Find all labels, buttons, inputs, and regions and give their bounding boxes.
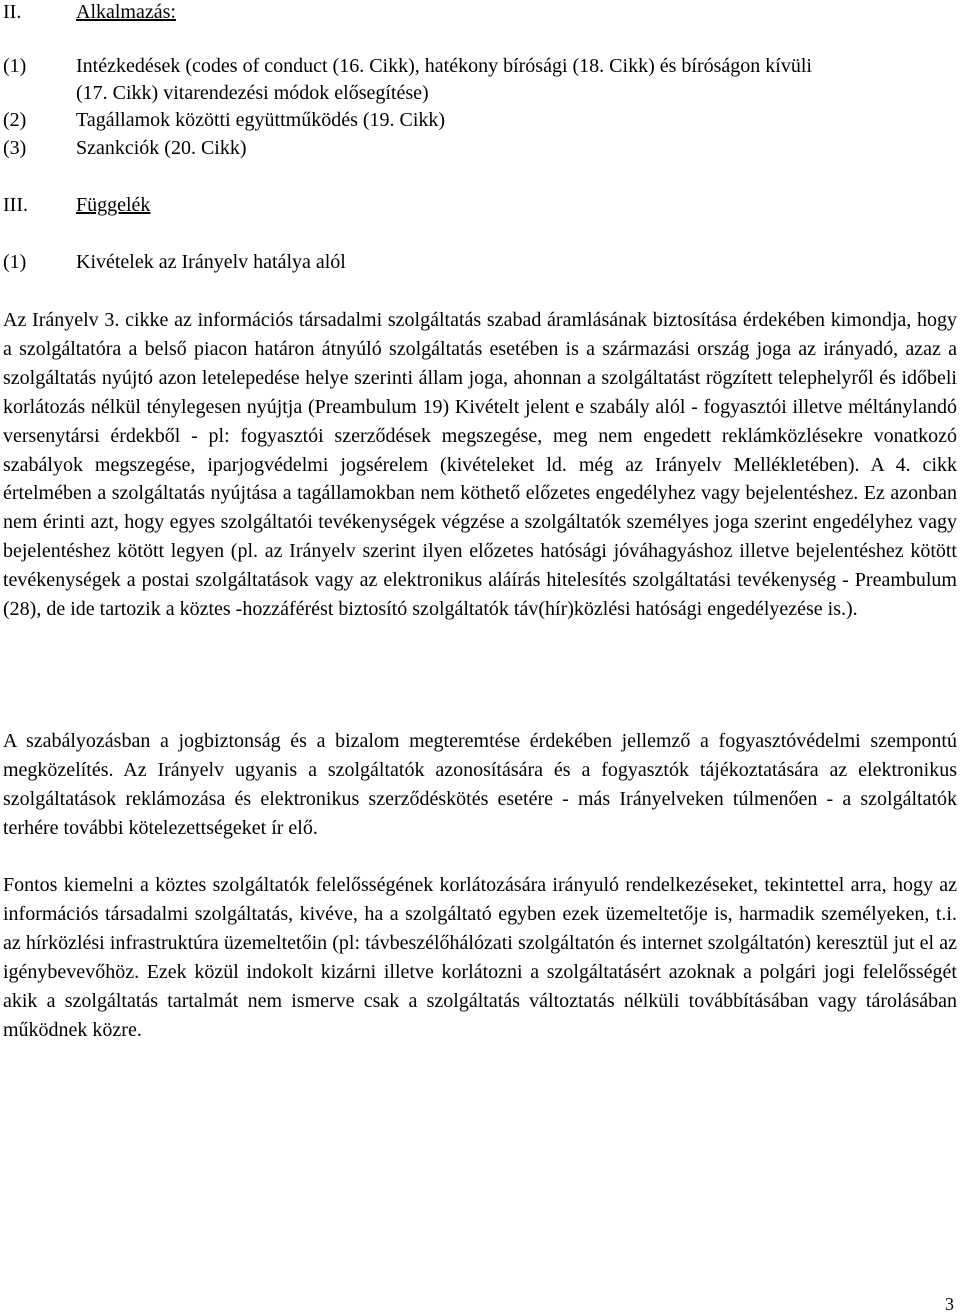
list-item-number: (1)	[3, 251, 27, 273]
section-iii-title: Függelék	[76, 194, 151, 216]
list-item-text-continued: (17. Cikk) vitarendezési módok elősegítése)	[76, 82, 429, 104]
body-paragraph: Az Irányelv 3. cikke az információs társadalmi szolgáltatás szabad áramlásának biztosítása érdekében kimondja, hogy a szolgáltatóra a belső piacon határon átnyúló szolgáltatás esetében is a származási ország joga az irányadó, azaz a szolgáltatás nyújtó azon letelepedése helye szerinti állam joga, ahonnan a szolgáltatást rögzített telephelyről és időbeli korlátozás nélkül ténylegesen nyújtja (Preambulum 19) Kivételt jelent e szabály alól - fogyasztói illetve méltánylandó versenytársi érdekből - pl: fogyasztói szerződések megszegése, meg nem engedett reklámközlésekre vonatkozó szabályok megszegése, iparjogvédelmi jogsérelem (kivételeket ld. még az Irányelv Mellékletében). A 4. cikk értelmében a szolgáltatás nyújtása a tagállamokban nem köthető előzetes engedélyhez vagy bejelentéshez. Ez azonban nem érinti azt, hogy egyes szolgáltatói tevékenységek végzése a szolgáltatók személyes joga szerint engedélyhez vagy bejelentéshez kötött legyen (pl. az Irányelv szerint ilyen előzetes hatósági jóváhagyáshoz illetve bejelentéshez kötött tevékenységek a postai szolgáltatások vagy az elektronikus aláírás hitelesítés szolgáltatási tevékenység - Preambulum (28), de ide tartozik a köztes -hozzáférést biztosító szolgáltatók táv(hír)közlési hatósági engedélyezése is.).	[3, 309, 957, 621]
list-item-number: (2)	[3, 109, 27, 131]
list-item-number: (3)	[3, 137, 27, 159]
list-item-text: Tagállamok közötti együttműködés (19. Cikk)	[76, 109, 446, 131]
section-ii-title: Alkalmazás:	[76, 1, 176, 23]
body-paragraph: Fontos kiemelni a köztes szolgáltatók felelősségének korlátozására irányuló rendelkezéseket, tekintettel arra, hogy az információs társadalmi szolgáltatás, kivéve, ha a szolgáltató egyben ezek üzemeltetője is, harmadik személyeken, t.i. az hírközlési infrastruktúra üzemeltetőin (pl: távbeszélőhálózati szolgáltatón és internet szolgáltatón) keresztül jut el az igénybevevőhöz. Ezek közül indokolt kizárni illetve korlátozni a szolgáltatásért azoknak a polgári jogi felelősségét akik a szolgáltatás tartalmát nem ismerve csak a szolgáltatás változtatás nélküli továbbításában vagy tárolásában működnek közre.	[3, 874, 957, 1041]
section-iii-numeral: III.	[3, 194, 28, 216]
list-item-text: Intézkedések (codes of conduct (16. Cikk), hatékony bírósági (18. Cikk) és bíróságon kívüli	[76, 55, 812, 77]
body-paragraph: A szabályozásban a jogbiztonság és a bizalom megteremtése érdekében jellemző a fogyasztóvédelmi szempontú megközelítés. Az Irányelv ugyanis a szolgáltatók azonosítására és a fogyasztók tájékoztatására az elektronikus szolgáltatások reklámozása és elektronikus szerződéskötés esetére - más Irányelveken túlmenően - a szolgáltatók terhére további kötelezettségeket ír elő.	[3, 730, 957, 839]
list-item-text: Szankciók (20. Cikk)	[76, 137, 247, 159]
section-ii-numeral: II.	[3, 1, 22, 23]
page-number: 3	[945, 1294, 954, 1314]
list-item-text: Kivételek az Irányelv hatálya alól	[76, 251, 346, 273]
list-item-number: (1)	[3, 55, 27, 77]
